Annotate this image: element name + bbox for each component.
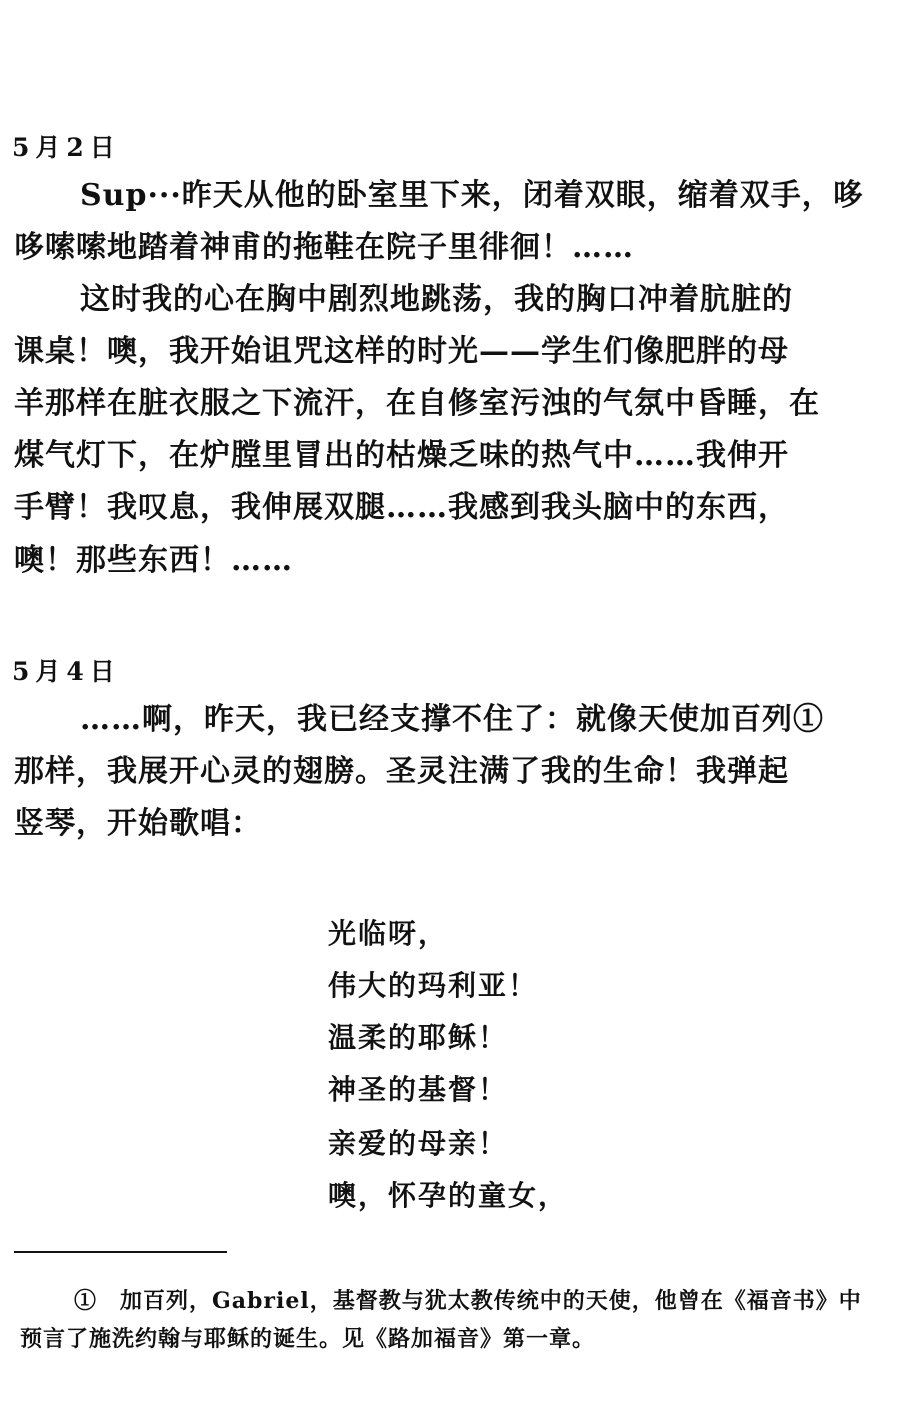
entry-1-line-1: Sup···昨天从他的卧室里下来，闭着双眼，缩着双手，哆: [80, 178, 864, 213]
poem-line-5: 亲爱的母亲！: [328, 1127, 509, 1160]
entry-date-may-2: 5月2日: [12, 133, 121, 162]
footnote-line-1: ① 加百列，Gabriel，基督教与犹太教传统中的天使，他曾在《福音书》中: [74, 1288, 862, 1314]
entry-1-line-2: 哆嗦嗦地踏着神甫的拖鞋在院子里徘徊！……: [14, 230, 634, 265]
footnote-line-2: 预言了施洗约翰与耶稣的诞生。见《路加福音》第一章。: [20, 1326, 596, 1352]
entry-2-line-3: 竖琴，开始歌唱：: [14, 806, 262, 841]
entry-1-line-8: 噢！那些东西！……: [14, 543, 293, 578]
entry-1-line-6: 煤气灯下，在炉膛里冒出的枯燥乏味的热气中……我伸开: [14, 438, 789, 473]
entry-1-line-4: 课桌！噢，我开始诅咒这样的时光——学生们像肥胖的母: [14, 334, 789, 369]
entry-1-line-3: 这时我的心在胸中剧烈地跳荡，我的胸口冲着肮脏的: [80, 282, 793, 317]
footnote-divider: [14, 1251, 227, 1253]
entry-1-line-7: 手臂！我叹息，我伸展双腿……我感到我头脑中的东西，: [14, 490, 789, 525]
entry-2-line-2: 那样，我展开心灵的翅膀。圣灵注满了我的生命！我弹起: [14, 754, 789, 789]
entry-1-line-5: 羊那样在脏衣服之下流汗，在自修室污浊的气氛中昏睡，在: [14, 386, 820, 421]
poem-line-3: 温柔的耶稣！: [328, 1021, 509, 1054]
entry-date-may-4: 5月4日: [12, 657, 121, 686]
poem-line-6: 噢，怀孕的童女，: [328, 1179, 569, 1212]
poem-line-2: 伟大的玛利亚！: [328, 969, 539, 1002]
entry-2-line-1: ……啊，昨天，我已经支撑不住了：就像天使加百列①: [80, 702, 824, 737]
poem-line-4: 神圣的基督！: [328, 1073, 509, 1106]
poem-line-1: 光临呀，: [328, 917, 449, 950]
